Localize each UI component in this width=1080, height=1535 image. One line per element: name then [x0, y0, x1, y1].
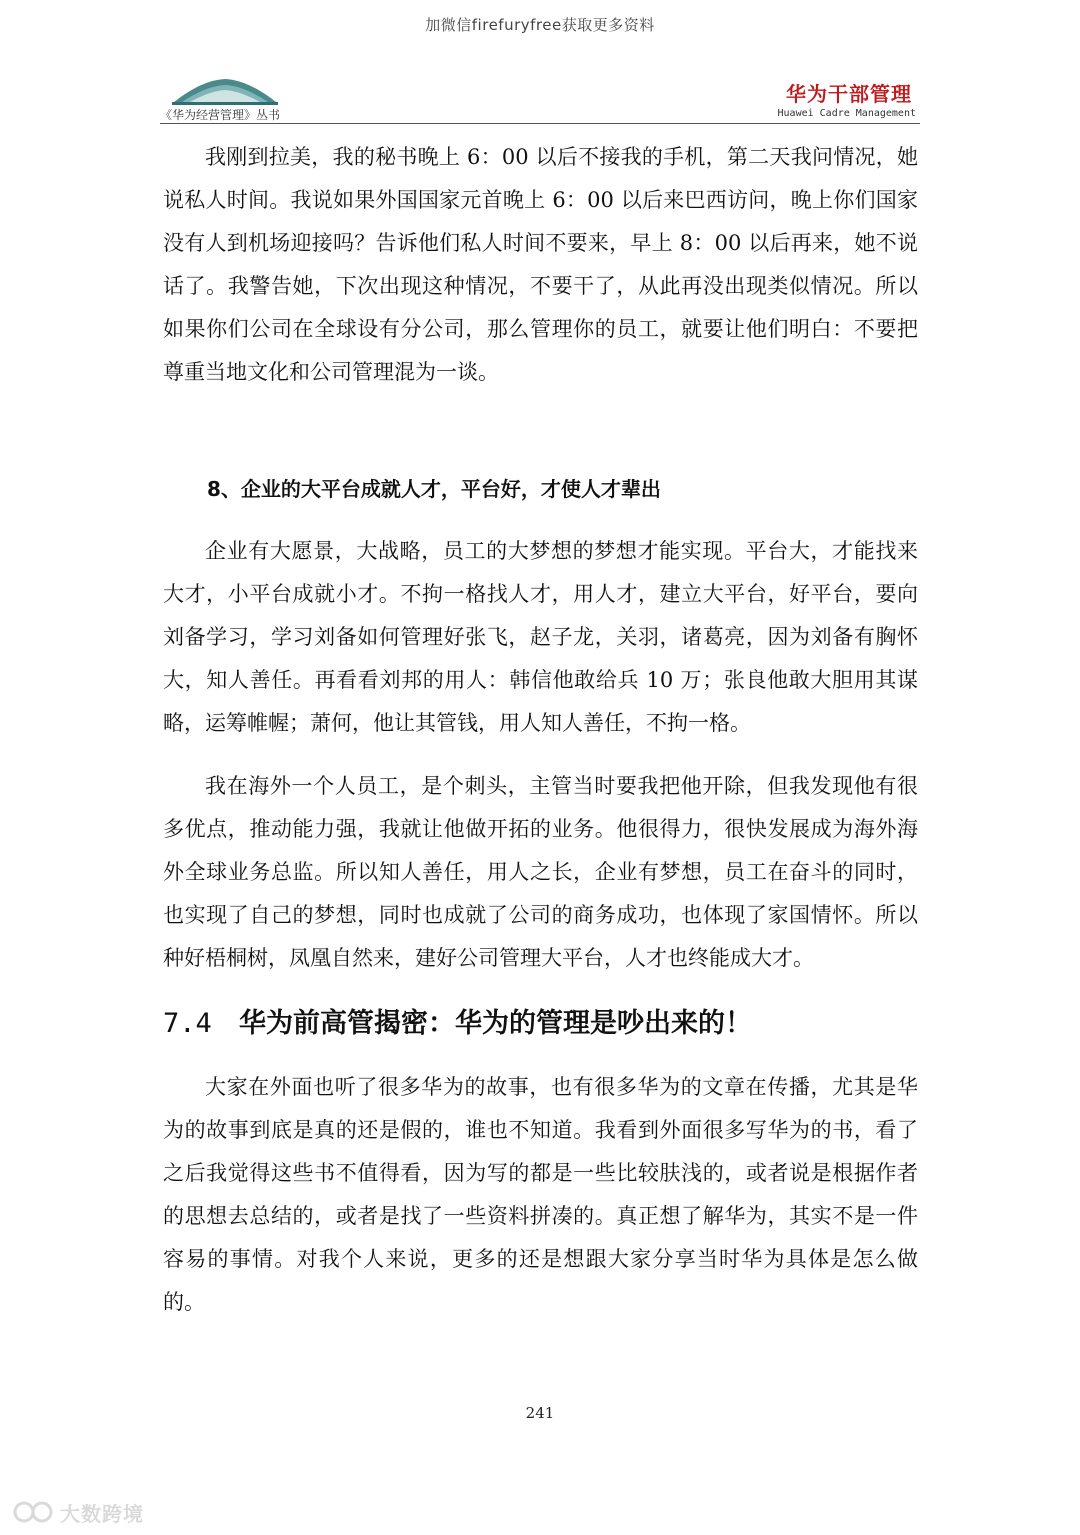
watermark-logo-icon — [12, 1499, 56, 1525]
section-heading — [163, 1004, 918, 1044]
watermark — [12, 1497, 144, 1527]
page-header — [160, 70, 920, 122]
mountain-logo-icon — [172, 76, 278, 106]
series-title: 《华为经营管理》丛书 — [160, 108, 281, 122]
watermark-text: 大数跨境 — [60, 1501, 144, 1526]
brand-subtitle: Huawei Cadre Management — [777, 108, 916, 119]
page-content — [163, 132, 918, 1324]
section-title: 华为前高管揭密：华为的管理是吵出来的！ — [239, 1008, 752, 1039]
paragraph-3: 我在海外一个人员工，是个刺头，主管当时要我把他开除，但我发现他有很多优点，推动能力强，我就让他做开拓的业务。他很得力，很快发展成为海外海外全球业务总监。所以知人善任，用人之长，企业有梦想，员工在奋斗的同时，也实现了自己的梦想，同时也成就了公司的商务成功，也体现了家国情怀。所以种好梧桐树，凤凰自然来，建好公司管理大平台，人才也终能成大才。 — [163, 774, 918, 970]
page-number: 241 — [525, 1404, 555, 1422]
top-note: 加微信firefuryfree获取更多资料 — [425, 16, 655, 34]
header-divider — [160, 123, 920, 124]
subheading: 8、企业的大平台成就人才，平台好，才使人才辈出 — [207, 477, 661, 501]
paragraph-1: 我刚到拉美，我的秘书晚上 6：00 以后不接我的手机，第二天我问情况，她说私人时间。我说如果外国国家元首晚上 6：00 以后来巴西访问，晚上你们国家没有人到机场迎接吗？告诉他们私人时间不要来，早上 8：00 以后再来，她不说话了。我警告她，下次出现这种情况，不要干了，从此再没出现类似情况。所以如果你们公司在全球设有分公司，那么管理你的员工，就要让他们明白：不要把尊重当地文化和公司管理混为一谈。 — [163, 145, 918, 384]
section-number: 7.4 — [163, 1008, 212, 1039]
brand-title: 华为干部管理 — [786, 82, 912, 106]
paragraph-4: 大家在外面也听了很多华为的故事，也有很多华为的文章在传播，尤其是华为的故事到底是真的还是假的，谁也不知道。我看到外面很多写华为的书，看了之后我觉得这些书不值得看，因为写的都是一些比较肤浅的，或者说是根据作者的思想去总结的，或者是找了一些资料拼凑的。真正想了解华为，其实不是一件容易的事情。对我个人来说，更多的还是想跟大家分享当时华为具体是怎么做的。 — [163, 1075, 918, 1314]
paragraph-2: 企业有大愿景，大战略，员工的大梦想的梦想才能实现。平台大，才能找来大才，小平台成就小才。不拘一格找人才，用人才，建立大平台，好平台，要向刘备学习，学习刘备如何管理好张飞，赵子龙，关羽，诸葛亮，因为刘备有胸怀大，知人善任。再看看刘邦的用人：韩信他敢给兵 10 万；张良他敢大胆用其谋略，运筹帷幄；萧何，他让其管钱，用人知人善任，不拘一格。 — [163, 539, 918, 735]
